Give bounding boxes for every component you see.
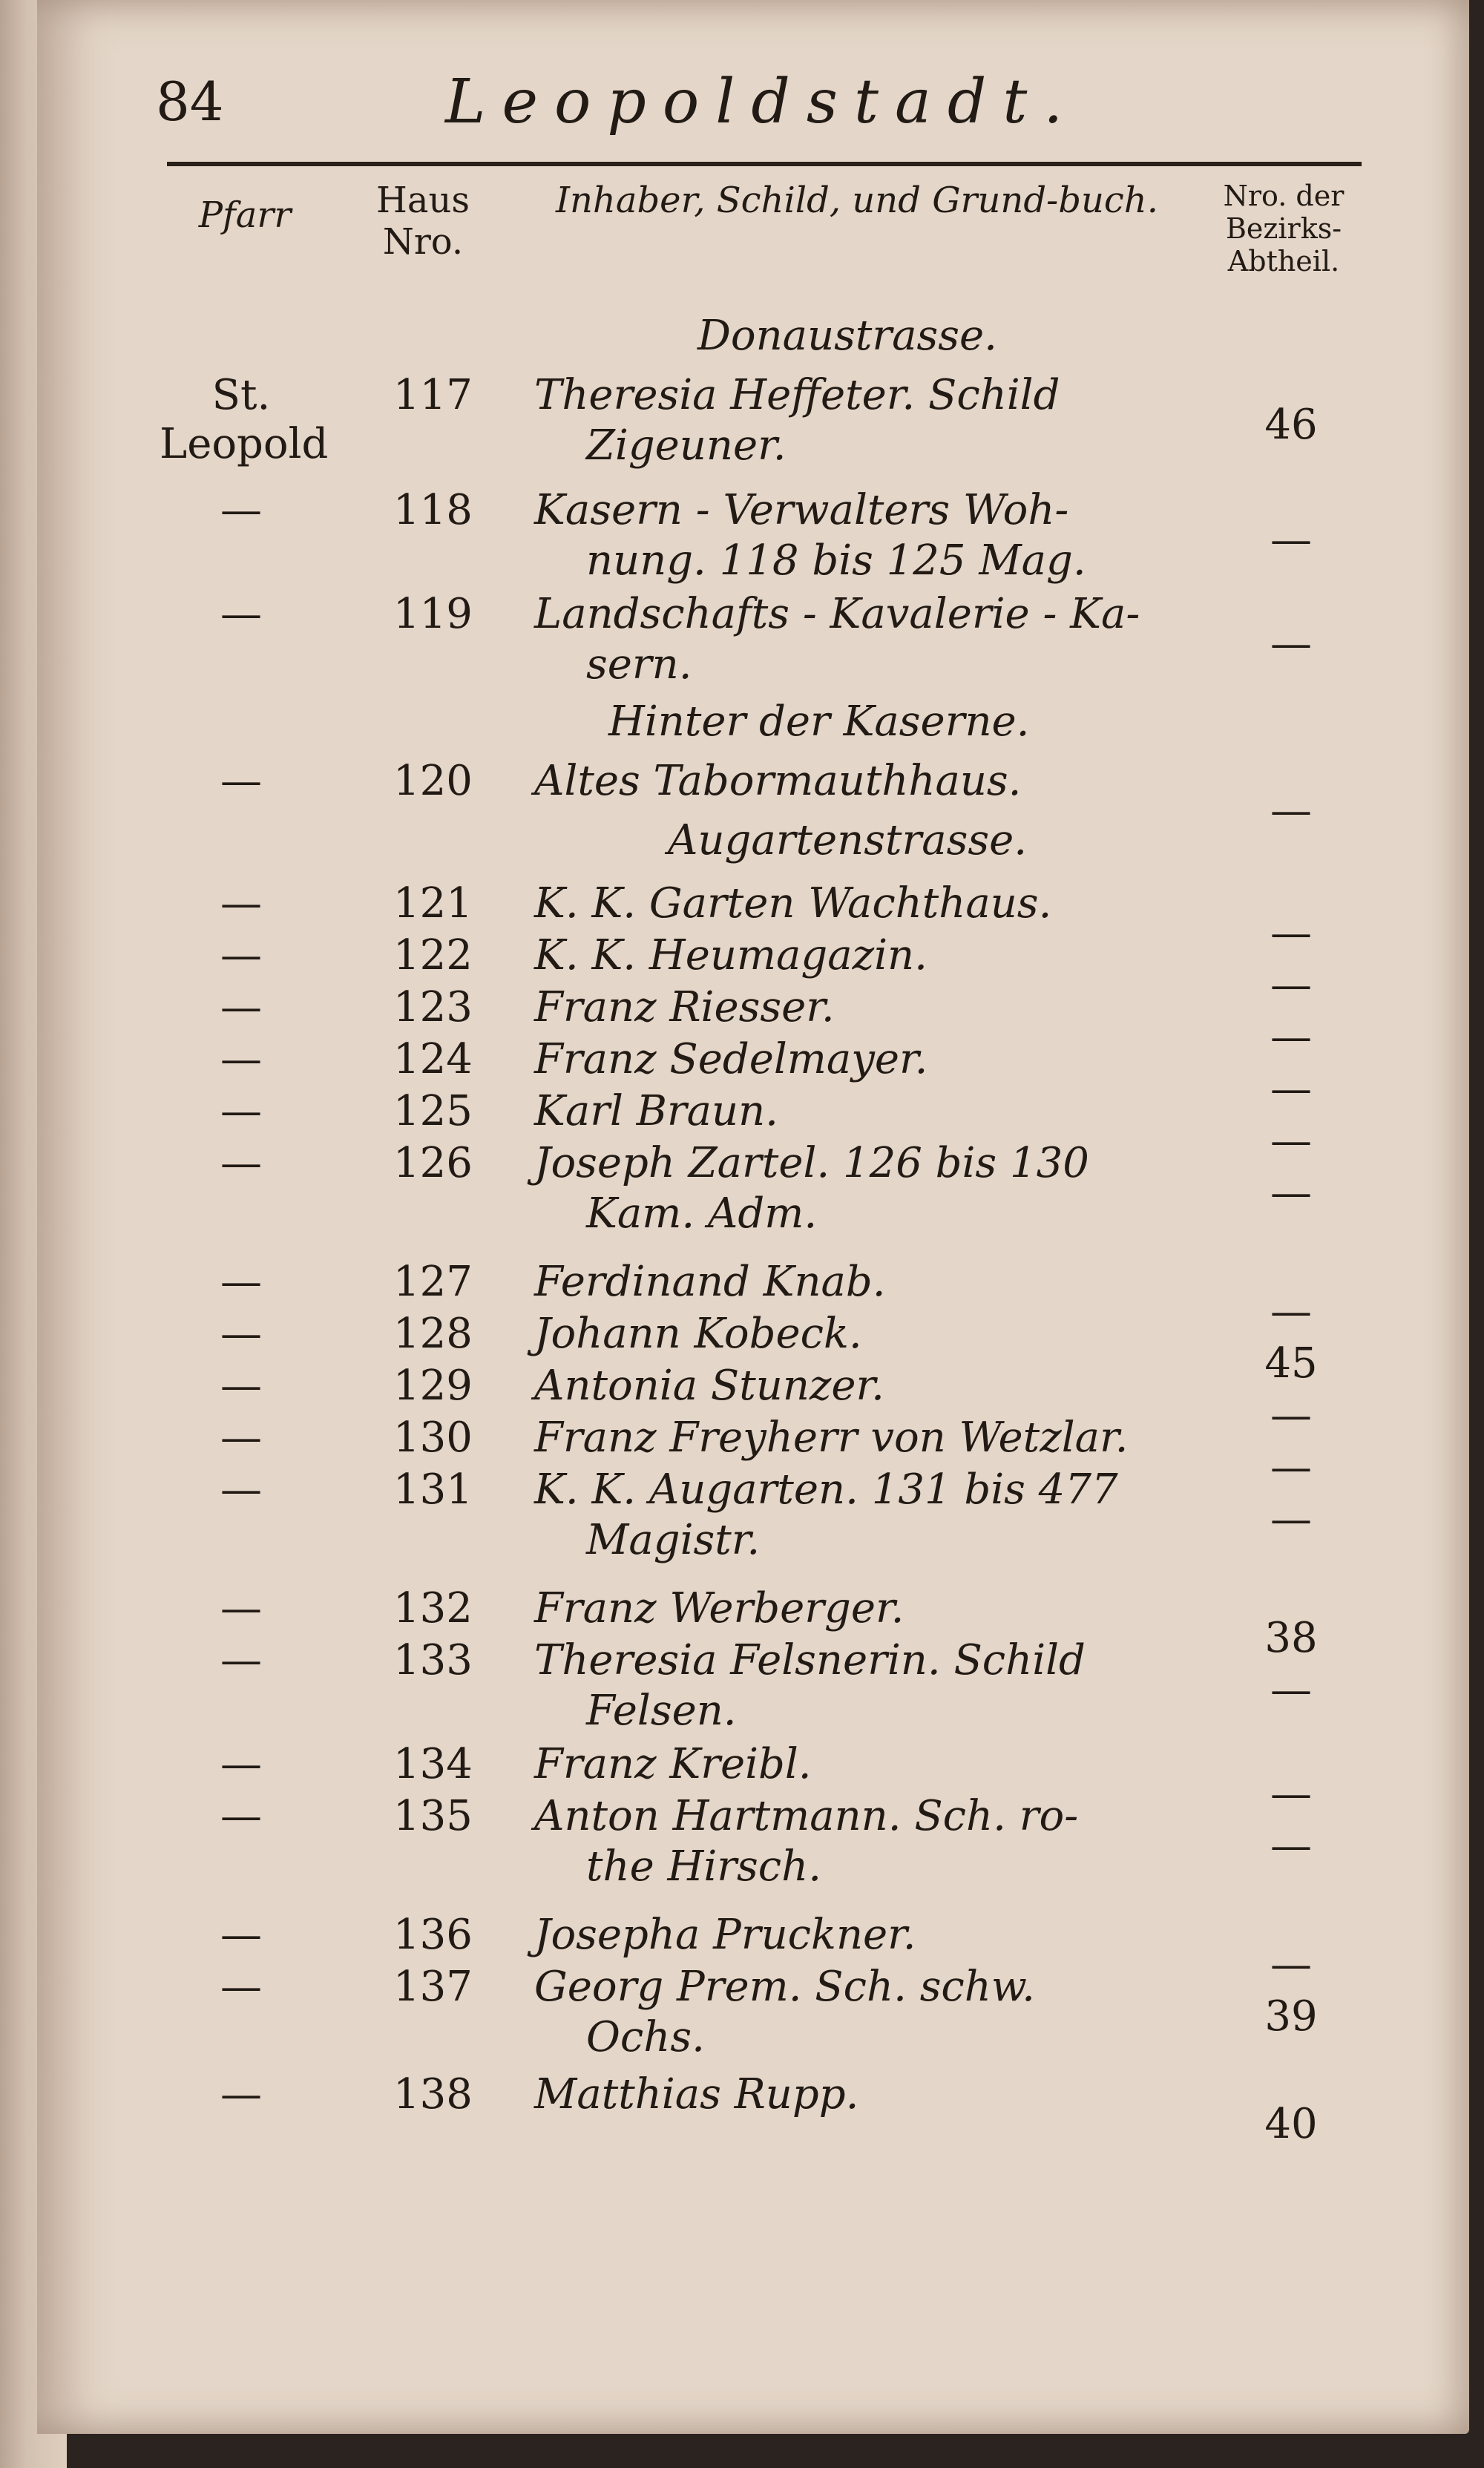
owner-cell-continuation: Ochs. — [586, 2013, 705, 2061]
district-number-cell: — — [1270, 1391, 1312, 1440]
house-number-cell: 131 — [393, 1466, 473, 1514]
house-number-cell: 123 — [393, 983, 473, 1031]
owner-cell: Josepha Pruckner. — [534, 1911, 916, 1959]
house-number-cell: 136 — [393, 1911, 473, 1959]
owner-cell: Karl Braun. — [534, 1087, 778, 1135]
owner-cell: Anton Hartmann. Sch. ro- — [534, 1792, 1079, 1840]
house-number-cell: 118 — [393, 486, 473, 534]
owner-cell-continuation: the Hirsch. — [586, 1842, 821, 1891]
pfarr-cell: — — [220, 590, 262, 638]
owner-cell-continuation: Zigeuner. — [586, 421, 787, 470]
district-number-cell: 45 — [1264, 1339, 1318, 1388]
pfarr-cell: — — [220, 1911, 262, 1959]
district-number-cell: 40 — [1264, 2100, 1318, 2148]
owner-cell: K. K. Augarten. 131 bis 477 — [534, 1466, 1118, 1514]
owner-cell: Altes Tabormauthhaus. — [534, 757, 1022, 805]
owner-cell: Ferdinand Knab. — [534, 1258, 886, 1306]
house-number-cell: 117 — [393, 371, 473, 419]
owner-cell: Franz Freyherr von Wetzlar. — [534, 1414, 1129, 1462]
owner-cell: Theresia Felsnerin. Schild — [534, 1636, 1086, 1684]
district-number-cell: — — [1270, 1822, 1312, 1870]
house-number-cell: 134 — [393, 1740, 473, 1788]
owner-cell: Kasern - Verwalters Woh- — [534, 486, 1069, 534]
district-number-cell: — — [1270, 1495, 1312, 1543]
district-number-cell: — — [1270, 1287, 1312, 1336]
owner-cell: Franz Riesser. — [534, 983, 835, 1031]
owner-cell: K. K. Heumagazin. — [534, 931, 928, 979]
pfarr-cell: — — [220, 1087, 262, 1135]
owner-cell: Johann Kobeck. — [534, 1310, 862, 1358]
house-number-cell: 126 — [393, 1139, 473, 1187]
column-header-inhaber: Inhaber, Schild, und Grund-buch. — [556, 180, 1158, 221]
pfarr-cell: — — [220, 1963, 262, 2011]
owner-cell-continuation: Magistr. — [586, 1516, 761, 1564]
pfarr-cell: — — [220, 1414, 262, 1462]
owner-cell-continuation: nung. 118 bis 125 Mag. — [586, 536, 1086, 585]
owner-cell: Theresia Heffeter. Schild — [534, 371, 1060, 419]
street-heading-augarten: Augartenstrasse. — [668, 816, 1028, 864]
owner-cell: Franz Werberger. — [534, 1584, 904, 1632]
district-number-cell: — — [1270, 1013, 1312, 1061]
district-number-cell: — — [1270, 1443, 1312, 1491]
house-number-cell: 121 — [393, 879, 473, 928]
district-number-cell: — — [1270, 1666, 1312, 1714]
owner-cell-continuation: Felsen. — [586, 1687, 737, 1735]
pfarr-cell: — — [220, 1139, 262, 1187]
district-number-cell: 38 — [1264, 1614, 1318, 1662]
house-number-cell: 132 — [393, 1584, 473, 1632]
district-number-cell: — — [1270, 1169, 1312, 1217]
owner-cell-continuation: Kam. Adm. — [586, 1189, 818, 1238]
pfarr-cell: — — [220, 1584, 262, 1632]
district-number-cell: — — [1270, 620, 1312, 668]
district-number-cell: — — [1270, 1065, 1312, 1113]
house-number-cell: 128 — [393, 1310, 473, 1358]
house-number-cell: 129 — [393, 1362, 473, 1410]
owner-cell: Joseph Zartel. 126 bis 130 — [534, 1139, 1089, 1187]
pfarr-cell: St. Leopold — [160, 371, 329, 468]
pfarr-cell: — — [220, 1310, 262, 1358]
column-header-pfarr: Pfarr — [198, 194, 292, 236]
column-header-abtheil: Nro. der Bezirks-Abtheil. — [1223, 180, 1345, 278]
pfarr-cell: — — [220, 1466, 262, 1514]
district-number-cell: — — [1270, 909, 1312, 957]
owner-cell: Franz Sedelmayer. — [534, 1035, 928, 1083]
pfarr-cell: — — [220, 1740, 262, 1788]
owner-cell: Landschafts - Kavalerie - Ka- — [534, 590, 1140, 638]
pfarr-cell: — — [220, 879, 262, 928]
house-number-cell: 138 — [393, 2070, 473, 2119]
house-number-cell: 135 — [393, 1792, 473, 1840]
owner-cell: K. K. Garten Wachthaus. — [534, 879, 1052, 928]
street-heading-donau: Donaustrasse. — [697, 312, 997, 360]
house-number-cell: 137 — [393, 1963, 473, 2011]
district-number-cell: — — [1270, 1117, 1312, 1165]
house-number-cell: 119 — [393, 590, 473, 638]
house-number-cell: 130 — [393, 1414, 473, 1462]
district-number-cell: — — [1270, 961, 1312, 1009]
pfarr-cell: — — [220, 983, 262, 1031]
house-number-cell: 120 — [393, 757, 473, 805]
pfarr-cell: — — [220, 1258, 262, 1306]
district-number-cell: 46 — [1264, 401, 1318, 449]
district-number-cell: — — [1270, 516, 1312, 564]
house-number-cell: 125 — [393, 1087, 473, 1135]
pfarr-cell: — — [220, 757, 262, 805]
running-title: Leopoldstadt. — [445, 67, 1080, 137]
owner-cell: Georg Prem. Sch. schw. — [534, 1963, 1035, 2011]
owner-cell-continuation: sern. — [586, 640, 692, 689]
pfarr-cell: — — [220, 2070, 262, 2119]
column-header-haus-nro: Haus Nro. — [375, 180, 470, 263]
page-number: 84 — [156, 70, 224, 133]
owner-cell: Matthias Rupp. — [534, 2070, 859, 2119]
owner-cell: Franz Kreibl. — [534, 1740, 812, 1788]
pfarr-cell: — — [220, 1362, 262, 1410]
district-number-cell: — — [1270, 1940, 1312, 1989]
owner-cell: Antonia Stunzer. — [534, 1362, 884, 1410]
pfarr-cell: — — [220, 486, 262, 534]
header-rule — [167, 162, 1362, 166]
district-number-cell: — — [1270, 787, 1312, 835]
pfarr-cell: — — [220, 1035, 262, 1083]
street-heading-hinter-der-kaserne: Hinter der Kaserne. — [608, 698, 1030, 746]
house-number-cell: 122 — [393, 931, 473, 979]
pfarr-cell: — — [220, 1792, 262, 1840]
house-number-cell: 124 — [393, 1035, 473, 1083]
house-number-cell: 133 — [393, 1636, 473, 1684]
pfarr-cell: — — [220, 1636, 262, 1684]
district-number-cell: 39 — [1264, 1992, 1318, 2041]
pfarr-cell: — — [220, 931, 262, 979]
house-number-cell: 127 — [393, 1258, 473, 1306]
district-number-cell: — — [1270, 1770, 1312, 1818]
